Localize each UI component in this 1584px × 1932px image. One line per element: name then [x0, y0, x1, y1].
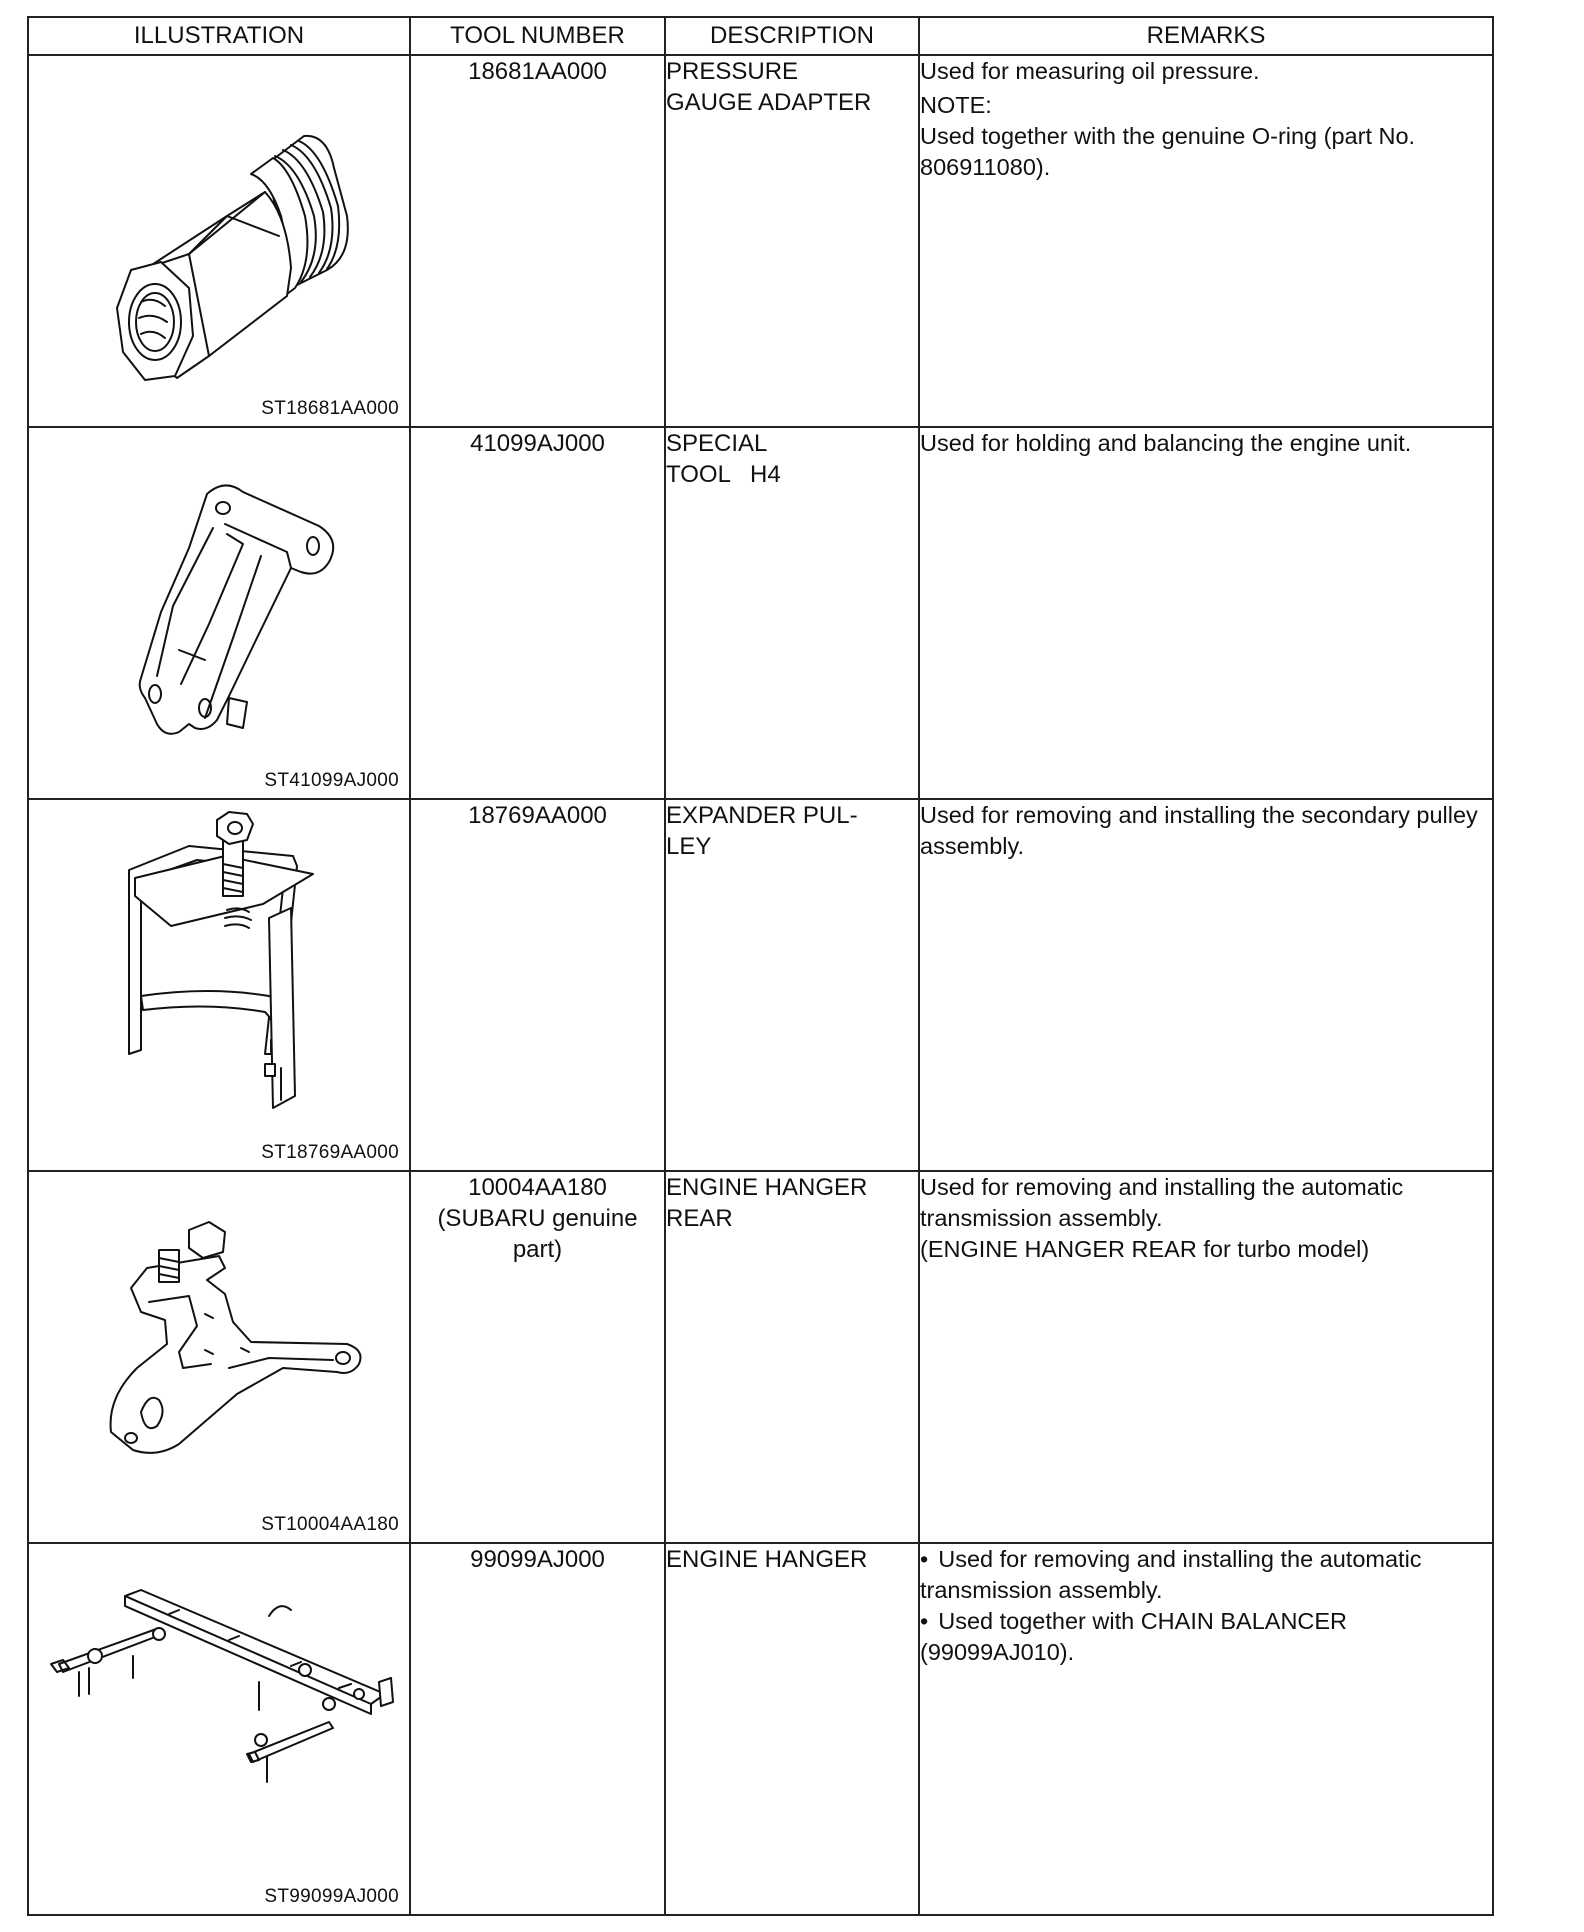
- table-row: [28, 799, 1493, 1171]
- tool-number: 99099AJ000: [470, 1546, 605, 1573]
- header-illustration: ILLUSTRATION: [28, 17, 410, 55]
- image-code: ST99099AJ000: [264, 1886, 399, 1907]
- tool-number: 18769AA000: [468, 802, 607, 829]
- remarks-cell: [919, 1171, 1493, 1543]
- description-line: ENGINE HANGER: [666, 1174, 868, 1201]
- engine-hanger-rear-illustration: [29, 1172, 409, 1502]
- tool-number: 10004AA180: [468, 1174, 607, 1201]
- description-cell: [665, 427, 919, 799]
- special-tool-h4-illustration: [29, 428, 409, 758]
- note-label: NOTE:: [920, 92, 992, 118]
- description-line: PRESSURE: [666, 58, 799, 85]
- image-code: ST10004AA180: [261, 1514, 399, 1535]
- description-line: EXPANDER PUL-: [666, 802, 858, 829]
- tool-number: 18681AA000: [468, 58, 607, 85]
- expander-pulley-illustration: [29, 800, 409, 1130]
- tool-number: 41099AJ000: [470, 430, 605, 457]
- header-row: [28, 17, 1493, 55]
- engine-hanger-illustration: [29, 1544, 409, 1874]
- tool-number-cell: [410, 799, 665, 1171]
- description-cell: [665, 1543, 919, 1915]
- illustration-cell: [28, 1171, 410, 1543]
- image-code: ST18769AA000: [261, 1142, 399, 1163]
- description-line: ENGINE HANGER: [666, 1546, 868, 1573]
- special-tools-table: [27, 16, 1494, 1916]
- remark-text: Used for removing and installing the secondary pulley assembly.: [920, 802, 1478, 859]
- table-row: [28, 1543, 1493, 1915]
- description-cell: [665, 799, 919, 1171]
- note-text: Used together with the genuine O-ring (part No. 806911080).: [920, 123, 1416, 180]
- description-line: LEY: [666, 833, 712, 860]
- remark-text: (ENGINE HANGER REAR for turbo model): [920, 1236, 1370, 1262]
- table-row: [28, 1171, 1493, 1543]
- table-row: [28, 427, 1493, 799]
- table-row: [28, 55, 1493, 427]
- remarks-cell: [919, 799, 1493, 1171]
- description-line: GAUGE ADAPTER: [666, 89, 872, 116]
- description-cell: [665, 1171, 919, 1543]
- header-description: DESCRIPTION: [665, 17, 919, 55]
- description-line: SPECIAL: [666, 430, 768, 457]
- remark-bullet: • Used for removing and installing the automatic transmission assembly.: [920, 1544, 1492, 1606]
- remark-text: Used for measuring oil pressure.: [920, 58, 1260, 84]
- illustration-cell: [28, 427, 410, 799]
- header-tool-number: TOOL NUMBER: [410, 17, 665, 55]
- tool-number-cell: [410, 1171, 665, 1543]
- description-line: REAR: [666, 1205, 733, 1232]
- illustration-cell: [28, 1543, 410, 1915]
- tool-number-note: part): [512, 1236, 563, 1263]
- tool-number-cell: [410, 55, 665, 427]
- image-code: ST41099AJ000: [264, 770, 399, 791]
- remarks-cell: [919, 1543, 1493, 1915]
- remark-text: Used for holding and balancing the engine unit.: [920, 430, 1412, 456]
- tool-number-note: (SUBARU genuine: [437, 1205, 638, 1232]
- pressure-gauge-adapter-illustration: [29, 56, 409, 386]
- illustration-cell: [28, 55, 410, 427]
- tool-number-cell: [410, 427, 665, 799]
- tool-number-cell: [410, 1543, 665, 1915]
- description-line: TOOL H4: [666, 461, 781, 488]
- remark-text: Used for removing and installing the automatic transmission assembly.: [920, 1174, 1404, 1231]
- remarks-cell: [919, 427, 1493, 799]
- image-code: ST18681AA000: [261, 398, 399, 419]
- header-remarks: REMARKS: [919, 17, 1493, 55]
- illustration-cell: [28, 799, 410, 1171]
- remarks-cell: [919, 55, 1493, 427]
- remark-bullet: • Used together with CHAIN BALANCER (99099AJ010).: [920, 1606, 1492, 1668]
- description-cell: [665, 55, 919, 427]
